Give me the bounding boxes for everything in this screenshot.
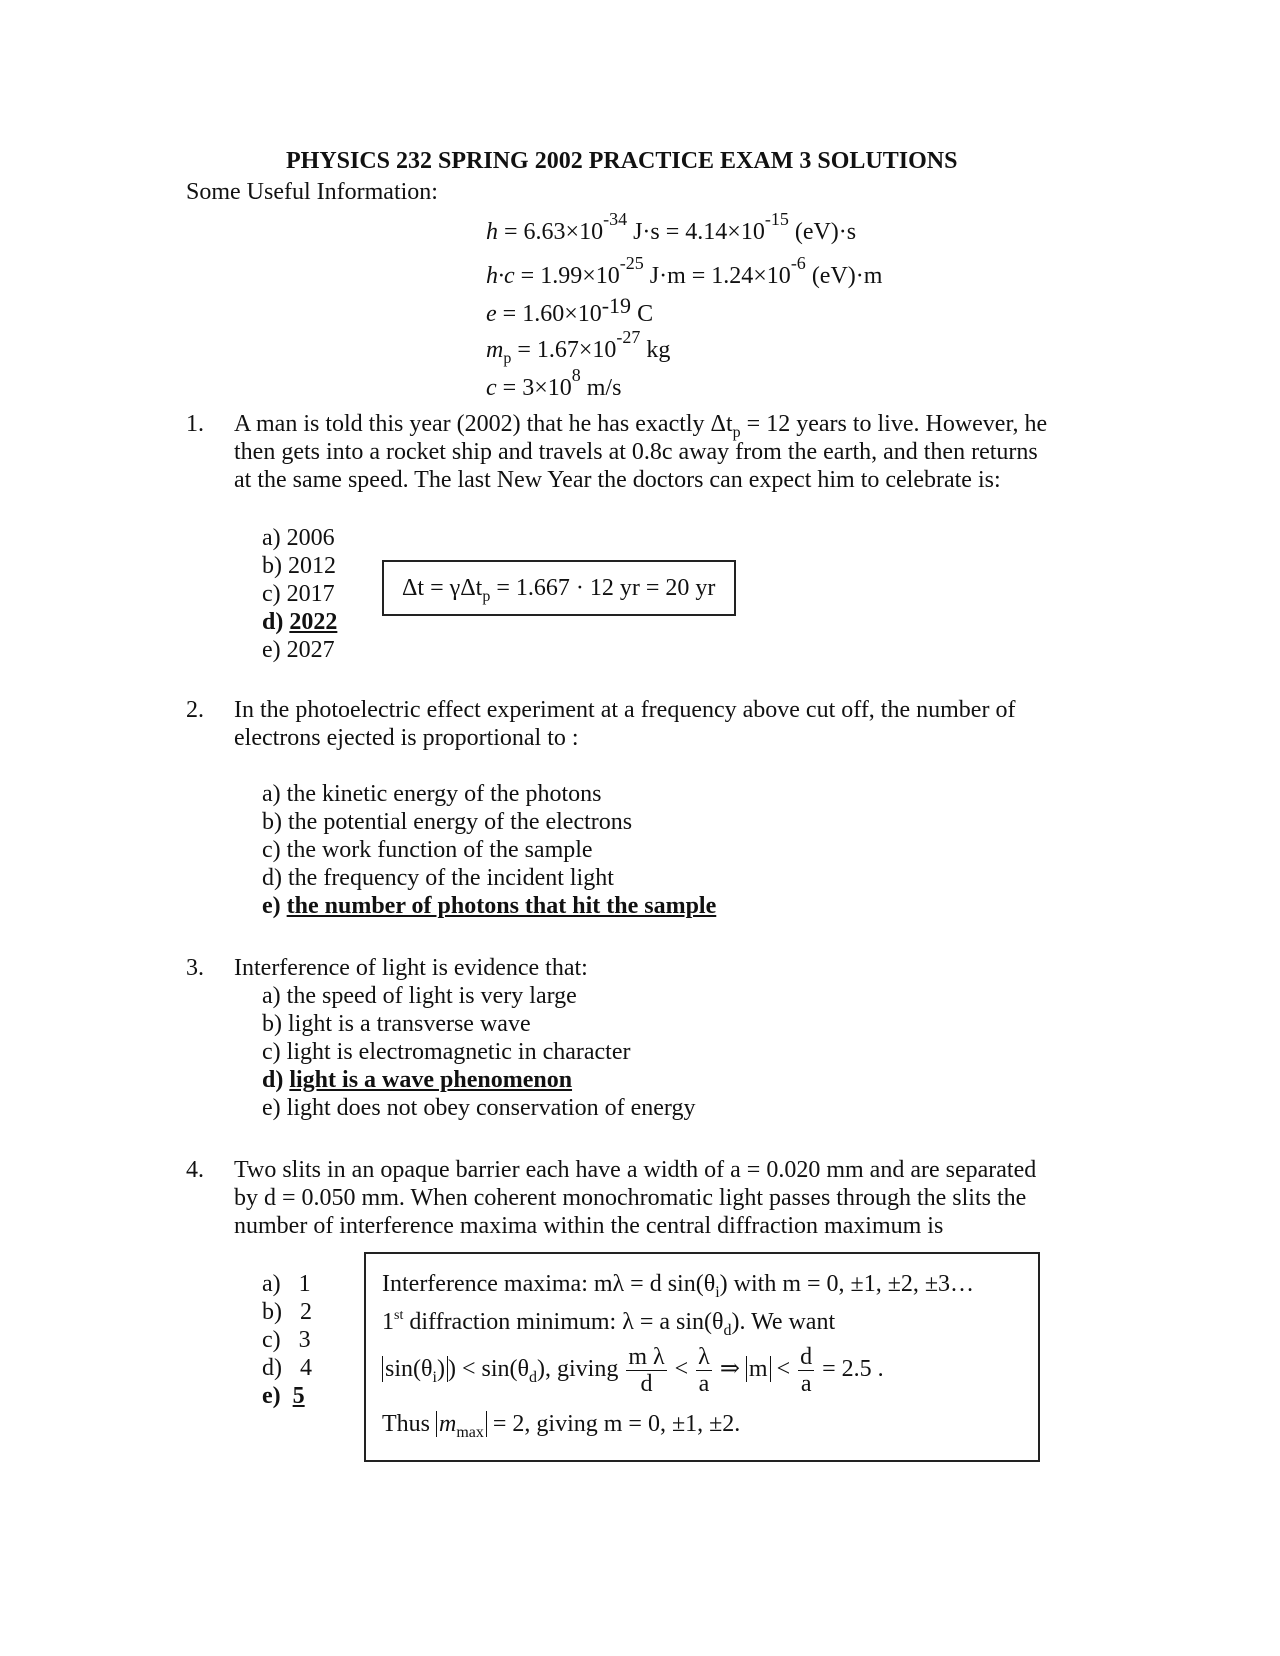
q1-option-d-answer: d) 2022 <box>262 609 338 635</box>
q3-line1: Interference of light is evidence that: <box>234 955 588 981</box>
q3-option-a: a) the speed of light is very large <box>262 983 577 1009</box>
q1-option-b: b) 2012 <box>262 553 336 579</box>
q4-option-e-answer: e) 5 <box>262 1383 305 1409</box>
q4-line2: by d = 0.050 mm. When coherent monochromatic light passes through the slits the <box>234 1185 1027 1211</box>
q1-option-c: c) 2017 <box>262 581 335 607</box>
q3-option-b: b) light is a transverse wave <box>262 1011 531 1037</box>
q2-line1: In the photoelectric effect experiment at a frequency above cut off, the number of <box>234 697 1016 723</box>
q2-option-c: c) the work function of the sample <box>262 837 593 863</box>
q4-option-c: c) 3 <box>262 1327 311 1353</box>
q3-option-c: c) light is electromagnetic in character <box>262 1039 631 1065</box>
constant-c: $c = 3\times 10^8$ m/s <box>486 365 622 401</box>
q1-option-e: e) 2027 <box>262 637 335 663</box>
q1-line1: A man is told this year (2002) that he has exactly $\Delta t_p = 12$ years to live. However, he <box>234 411 1048 441</box>
useful-info-label: Some Useful Information: <box>186 179 438 205</box>
q1-solution: Δt = γΔt$_p$ = 1.667 · 12 yr = 20 yr <box>402 575 716 605</box>
q4-solution-line3: $\sin(\theta_i)$ ) < $\sin(\theta_d)$, giving $\frac{\text{m λ}}{d}$ < $\frac{\lambda}{a}$ ⇒ m < $\frac{d}{a}$ = 2.5 . <box>382 1344 884 1397</box>
q4-line3: number of interference maxima within the central diffraction maximum is <box>234 1213 944 1239</box>
q1-number: 1. <box>186 411 204 437</box>
q2-option-e-answer: e) the number of photons that hit the sample <box>262 893 717 919</box>
q4-option-a: a) 1 <box>262 1271 311 1297</box>
q2-number: 2. <box>186 697 204 723</box>
q4-solution-line2: 1st diffraction minimum: λ = a $\sin(\theta_d)$. We want <box>382 1308 836 1339</box>
q3-number: 3. <box>186 955 204 981</box>
q2-option-b: b) the potential energy of the electrons <box>262 809 633 835</box>
q3-option-e: e) light does not obey conservation of energy <box>262 1095 696 1121</box>
q2-line2: electrons ejected is proportional to : <box>234 725 579 751</box>
constant-e: $e = 1.60\times 10^{-19}$ C <box>486 293 654 327</box>
q2-option-d: d) the frequency of the incident light <box>262 865 614 891</box>
q1-solution-box <box>382 560 736 616</box>
q1-line2: then gets into a rocket ship and travels at 0.8c away from the earth, and then returns <box>234 439 1038 465</box>
fraction-lambda-over-a: $\frac{\lambda}{a}$ <box>698 1344 710 1397</box>
q1-line3: at the same speed. The last New Year the doctors can expect him to celebrate is: <box>234 467 1001 493</box>
q1-option-a: a) 2006 <box>262 525 335 551</box>
q4-number: 4. <box>186 1157 204 1183</box>
fraction-m-lambda-over-d: $\frac{\text{m λ}}{d}$ <box>628 1344 665 1397</box>
q4-option-d: d) 4 <box>262 1355 312 1381</box>
q3-option-d-answer: d) light is a wave phenomenon <box>262 1067 573 1093</box>
q4-solution-line4: Thus $m_{max} = 2$, giving m = 0, ±1, ±2. <box>382 1411 741 1441</box>
page-title: PHYSICS 232 SPRING 2002 PRACTICE EXAM 3 SOLUTIONS <box>286 148 958 174</box>
q4-solution-box <box>364 1252 1040 1462</box>
q2-option-a: a) the kinetic energy of the photons <box>262 781 602 807</box>
fraction-d-over-a: $\frac{d}{a}$ <box>800 1344 813 1397</box>
constant-h: $h = 6.63\times 10^{-34}$ $J\cdot s = 4.14\times 10^{-15}$ (eV)·s <box>486 209 857 245</box>
q4-solution-line1: Interference maxima: mλ = d $\sin(\theta_i)$ with m = 0, ±1, ±2, ±3… <box>382 1271 975 1301</box>
q4-option-b: b) 2 <box>262 1299 312 1325</box>
q4-line1: Two slits in an opaque barrier each have a width of a = 0.020 mm and are separated <box>234 1157 1037 1183</box>
constant-hc: $h\cdot c = 1.99\times 10^{-25}$ $J\cdot m = 1.24\times 10^{-6}$ (eV)·m <box>486 253 883 289</box>
constant-mp: $m_p = 1.67\times 10^{-27}$ kg <box>486 327 671 367</box>
